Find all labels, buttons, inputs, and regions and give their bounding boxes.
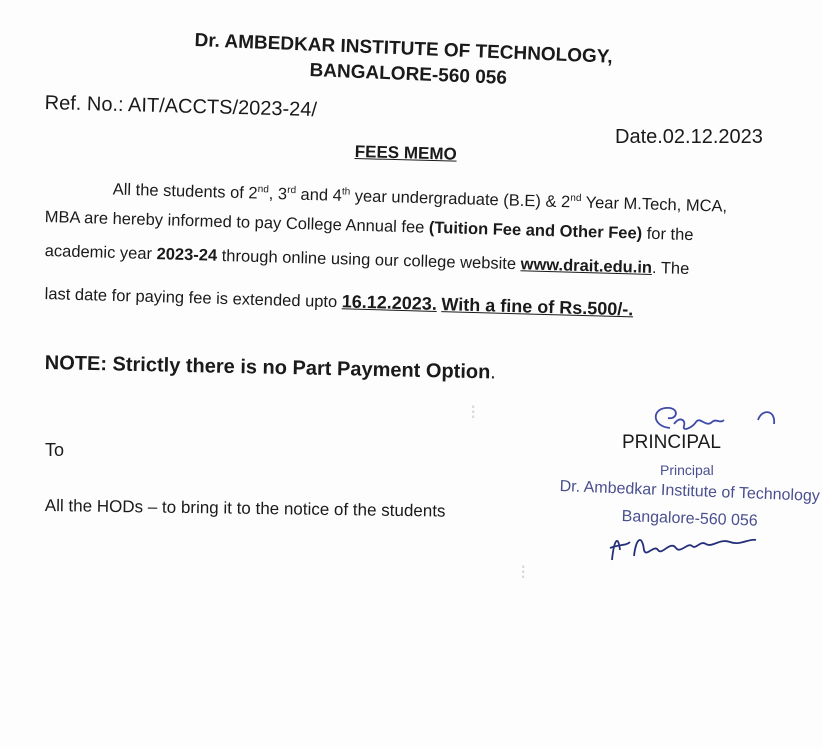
institution-name: Dr. AMBEDKAR INSTITUTE OF TECHNOLOGY, [194,30,614,68]
reference-number: Ref. No.: AIT/ACCTS/2023-24/ [44,92,318,122]
background-smudge: ⁝ [520,562,527,584]
recipients: All the HODs – to bring it to the notice of the students [44,496,446,521]
fee-type: (Tuition Fee and Other Fee) [428,218,643,243]
payment-note: NOTE: Strictly there is no Part Payment Option. [44,352,497,384]
fine-amount: With a fine of Rs.500/-. [441,294,634,320]
second-signature-icon [600,520,760,570]
body-line-2: MBA are hereby informed to pay College Annual fee (Tuition Fee and Other Fee) for the [44,208,694,245]
signatory-title: PRINCIPAL [622,432,721,453]
stamp-address: Bangalore-560 056 [621,508,759,530]
institution-address: BANGALORE-560 056 [309,60,508,89]
college-website-link[interactable]: www.drait.edu.in [520,255,653,277]
stamp-institution: Dr. Ambedkar Institute of Technology [559,478,821,505]
to-label: To [45,440,65,460]
memo-title: FEES MEMO [354,142,457,164]
body-line-4: last date for paying fee is extended upto 16.12.2023. With a fine of Rs.500/-. [44,284,634,320]
memo-date: Date.02.12.2023 [615,126,763,148]
background-smudge: ⁝ [470,402,477,424]
academic-year: 2023-24 [156,245,218,265]
stamp-designation: Principal [660,462,714,478]
body-line-3: academic year 2023-24 through online using our college website www.drait.edu.in. The [44,242,690,278]
last-date: 16.12.2023. [341,291,438,314]
body-line-1: All the students of 2nd, 3rd and 4th year undergraduate (B.E) & 2nd Year M.Tech, MCA, [112,180,728,216]
